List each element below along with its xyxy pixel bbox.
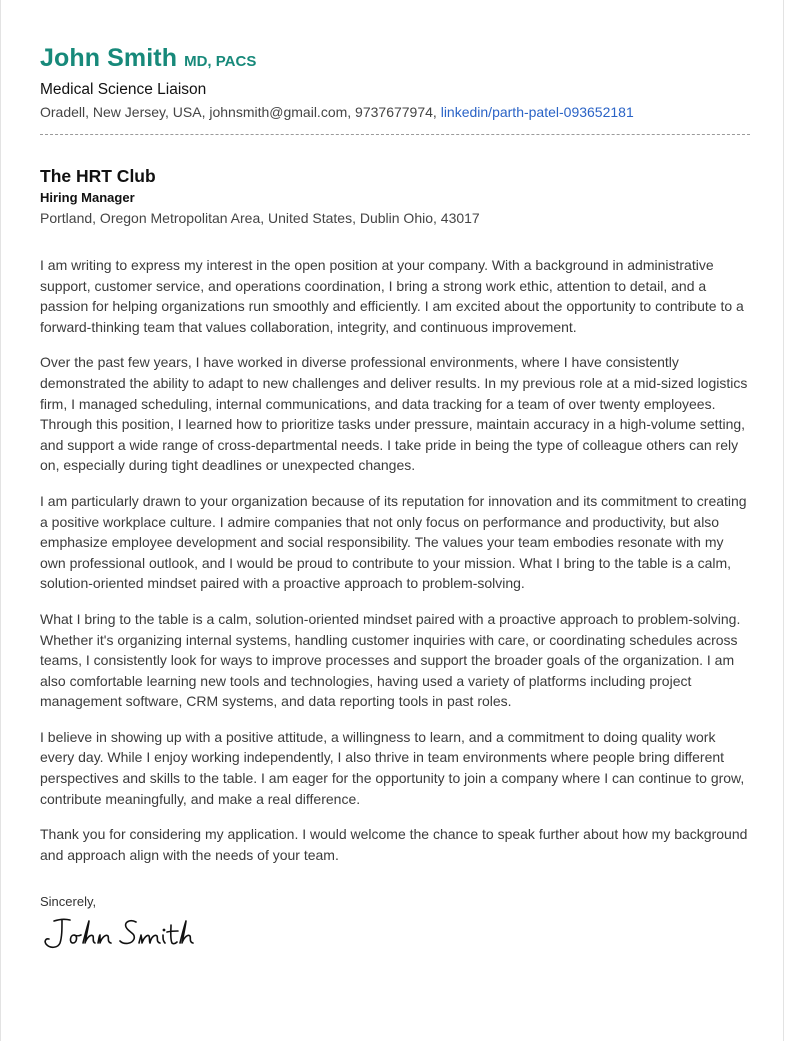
- linkedin-link[interactable]: linkedin/parth-patel-093652181: [440, 104, 634, 120]
- handwritten-signature: [40, 913, 210, 953]
- contact-details: Oradell, New Jersey, USA, johnsmith@gmail.com, 9737677974,: [40, 104, 441, 120]
- body-paragraph: I am writing to express my interest in the open position at your company. With a background in administrative support, customer service, and operations coordination, I bring a strong work ethic, attention to detail, and a passion for helping organizations run smoothly and efficiently. I am excited about the opportunity to contribute to a forward-thinking team that values collaboration, integrity, and continuous improvement.: [40, 257, 744, 335]
- applicant-job-title: Medical Science Liaison: [40, 81, 207, 98]
- body-paragraph: I believe in showing up with a positive attitude, a willingness to learn, and a commitment to doing quality work every day. While I enjoy working independently, I also thrive in team environments where people bring different perspectives and skills to the table. I am eager for the opportunity to join a company where I can continue to grow, contribute meaningfully, and make a real difference.: [40, 728, 745, 807]
- header-name-line: [40, 44, 750, 78]
- applicant-name: John Smith: [40, 44, 178, 72]
- applicant-credentials: MD, PACS: [184, 53, 257, 70]
- recipient-company: The HRT Club: [40, 166, 156, 186]
- body-paragraph: What I bring to the table is a calm, solution-oriented mindset paired with a proactive approach to problem-solving. Whether it's organizing internal systems, handling customer inquiries with care, or coordinating schedules across teams, I consistently look for ways to improve processes and support the broader goals of the organization. I am also comfortable learning new tools and technologies, having used a variety of platforms including project management software, CRM systems, and data reporting tools in past roles.: [40, 610, 741, 710]
- body-paragraph: I am particularly drawn to your organization because of its reputation for innovation and its commitment to creating a positive workplace culture. I admire companies that not only focus on performance and productivity, but also emphasize employee development and social responsibility. The values your team embodies resonate with my own professional outlook, and I would be proud to contribute to your mission. What I bring to the table is a calm, solution-oriented mindset paired with a proactive approach to problem-solving.: [40, 492, 747, 592]
- letter-content: [40, 44, 750, 958]
- recipient-role: Hiring Manager: [40, 190, 135, 205]
- body-paragraph: Over the past few years, I have worked in diverse professional environments, where I have consistently demonstrated the ability to adapt to new challenges and deliver results. In my previous role at a mid-sized logistics firm, I managed scheduling, internal communications, and data tracking for a team of over twenty employees. Through this position, I learned how to prioritize tasks under pressure, maintain accuracy in a high-volume setting, and support a wide range of cross-departmental needs. I take pride in being the type of colleague others can rely on, especially during tight deadlines or unexpected changes.: [40, 354, 748, 474]
- letter-body: [40, 255, 750, 865]
- contact-line: [40, 104, 750, 122]
- recipient-address: Portland, Oregon Metropolitan Area, United States, Dublin Ohio, 43017: [40, 210, 480, 226]
- closing-salutation: Sincerely,: [40, 894, 97, 910]
- body-paragraph: Thank you for considering my application. I would welcome the chance to speak further about how my background and approach align with the needs of your team.: [40, 826, 748, 863]
- header-divider: [40, 134, 750, 135]
